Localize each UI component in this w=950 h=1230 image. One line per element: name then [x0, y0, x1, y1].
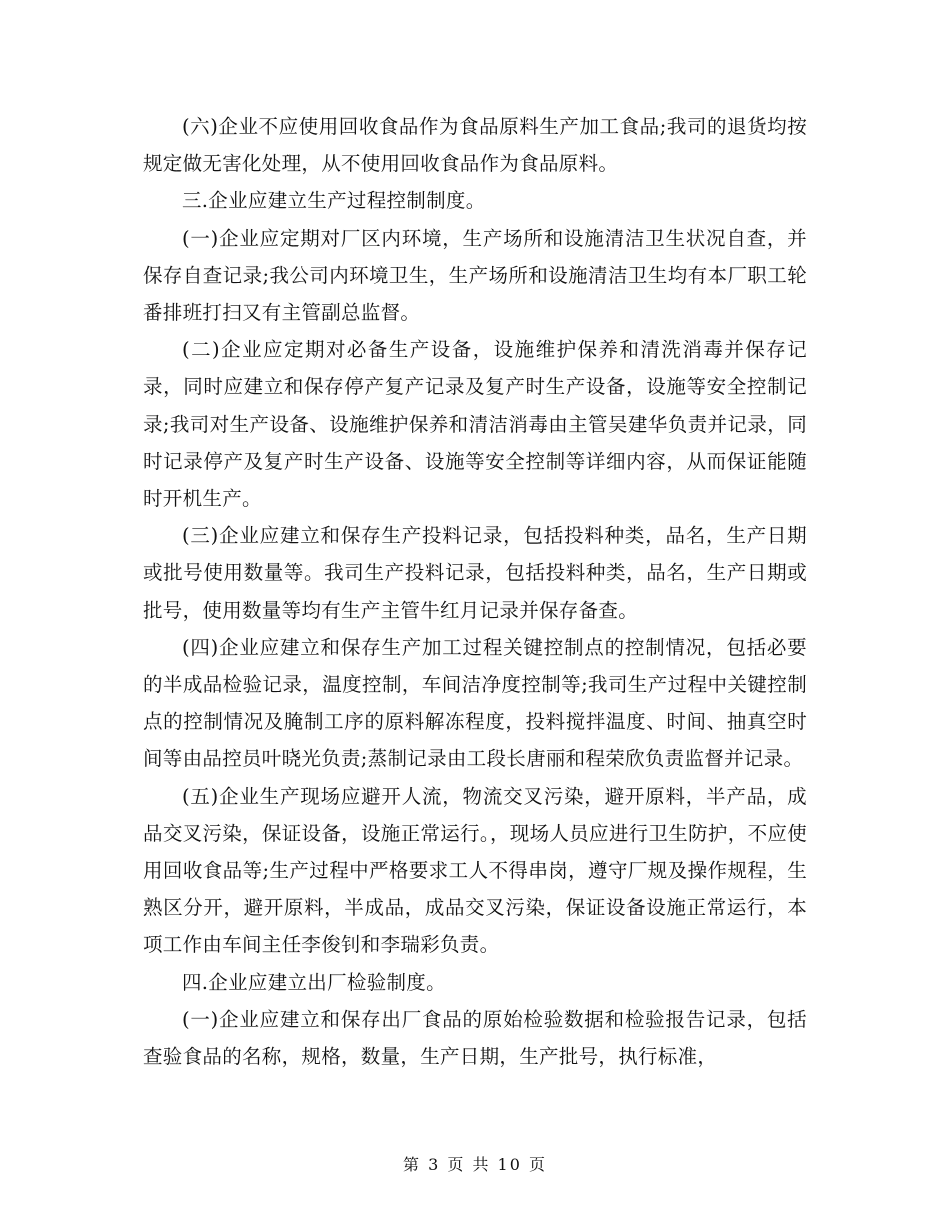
paragraph-3-feeding-records: (三)企业应建立和保存生产投料记录，包括投料种类，品名，生产日期或批号使用数量等。我司生产投料记录，包括投料种类，品名，生产日期或批号，使用数量等均有生产主管牛红月记录并保存备查。	[143, 524, 807, 622]
section-heading-factory-inspection: 四.企业应建立出厂检验制度。	[182, 970, 446, 994]
page-number-footer: 第 3 页 共 10 页	[403, 1155, 547, 1174]
paragraph-2-equipment-maintenance: (二)企业应定期对必备生产设备，设施维护保养和清洗消毒并保存记录，同时应建立和保存停产复产记录及复产时生产设备，设施等安全控制记录;我司对生产设备、设施维护保养和清洁消毒由主管吴建华负责并记录，同时记录停产及复产时生产设备、设施等安全控制等详细内容，从而保证能随时开机生产。	[143, 338, 807, 511]
paragraph-4-critical-control-points: (四)企业应建立和保存生产加工过程关键控制点的控制情况，包括必要的半成品检验记录，温度控制，车间洁净度控制等;我司生产过程中关键控制点的控制情况及腌制工序的原料解冻程度，投料搅拌温度、时间、抽真空时间等由品控员叶晓光负责;蒸制记录由工段长唐丽和程荣欣负责监督并记录。	[143, 635, 807, 771]
paragraph-1-inspection-records: (一)企业应建立和保存出厂食品的原始检验数据和检验报告记录，包括查验食品的名称，规格，数量，生产日期，生产批号，执行标准，	[143, 1007, 807, 1069]
document-body	[143, 108, 807, 1075]
paragraph-1-environment-check: (一)企业应定期对厂区内环境，生产场所和设施清洁卫生状况自查，并保存自查记录;我公司内环境卫生，生产场所和设施清洁卫生均有本厂职工轮番排班打扫又有主管副总监督。	[143, 226, 807, 325]
paragraph-6-recycled-food: (六)企业不应使用回收食品作为食品原料生产加工食品;我司的退货均按规定做无害化处理，从不使用回收食品作为食品原料。	[143, 115, 807, 176]
section-heading-production-control: 三.企业应建立生产过程控制制度。	[182, 189, 486, 213]
paragraph-5-cross-contamination: (五)企业生产现场应避开人流，物流交叉污染，避开原料，半产品，成品交叉污染，保证设备，设施正常运行。，现场人员应进行卫生防护，不应使用回收食品等;生产过程中严格要求工人不得串岗，遵守厂规及操作规程，生熟区分开，避开原料，半成品，成品交叉污染，保证设备设施正常运行，本项工作由车间主任李俊钊和李瑞彩负责。	[143, 784, 807, 957]
